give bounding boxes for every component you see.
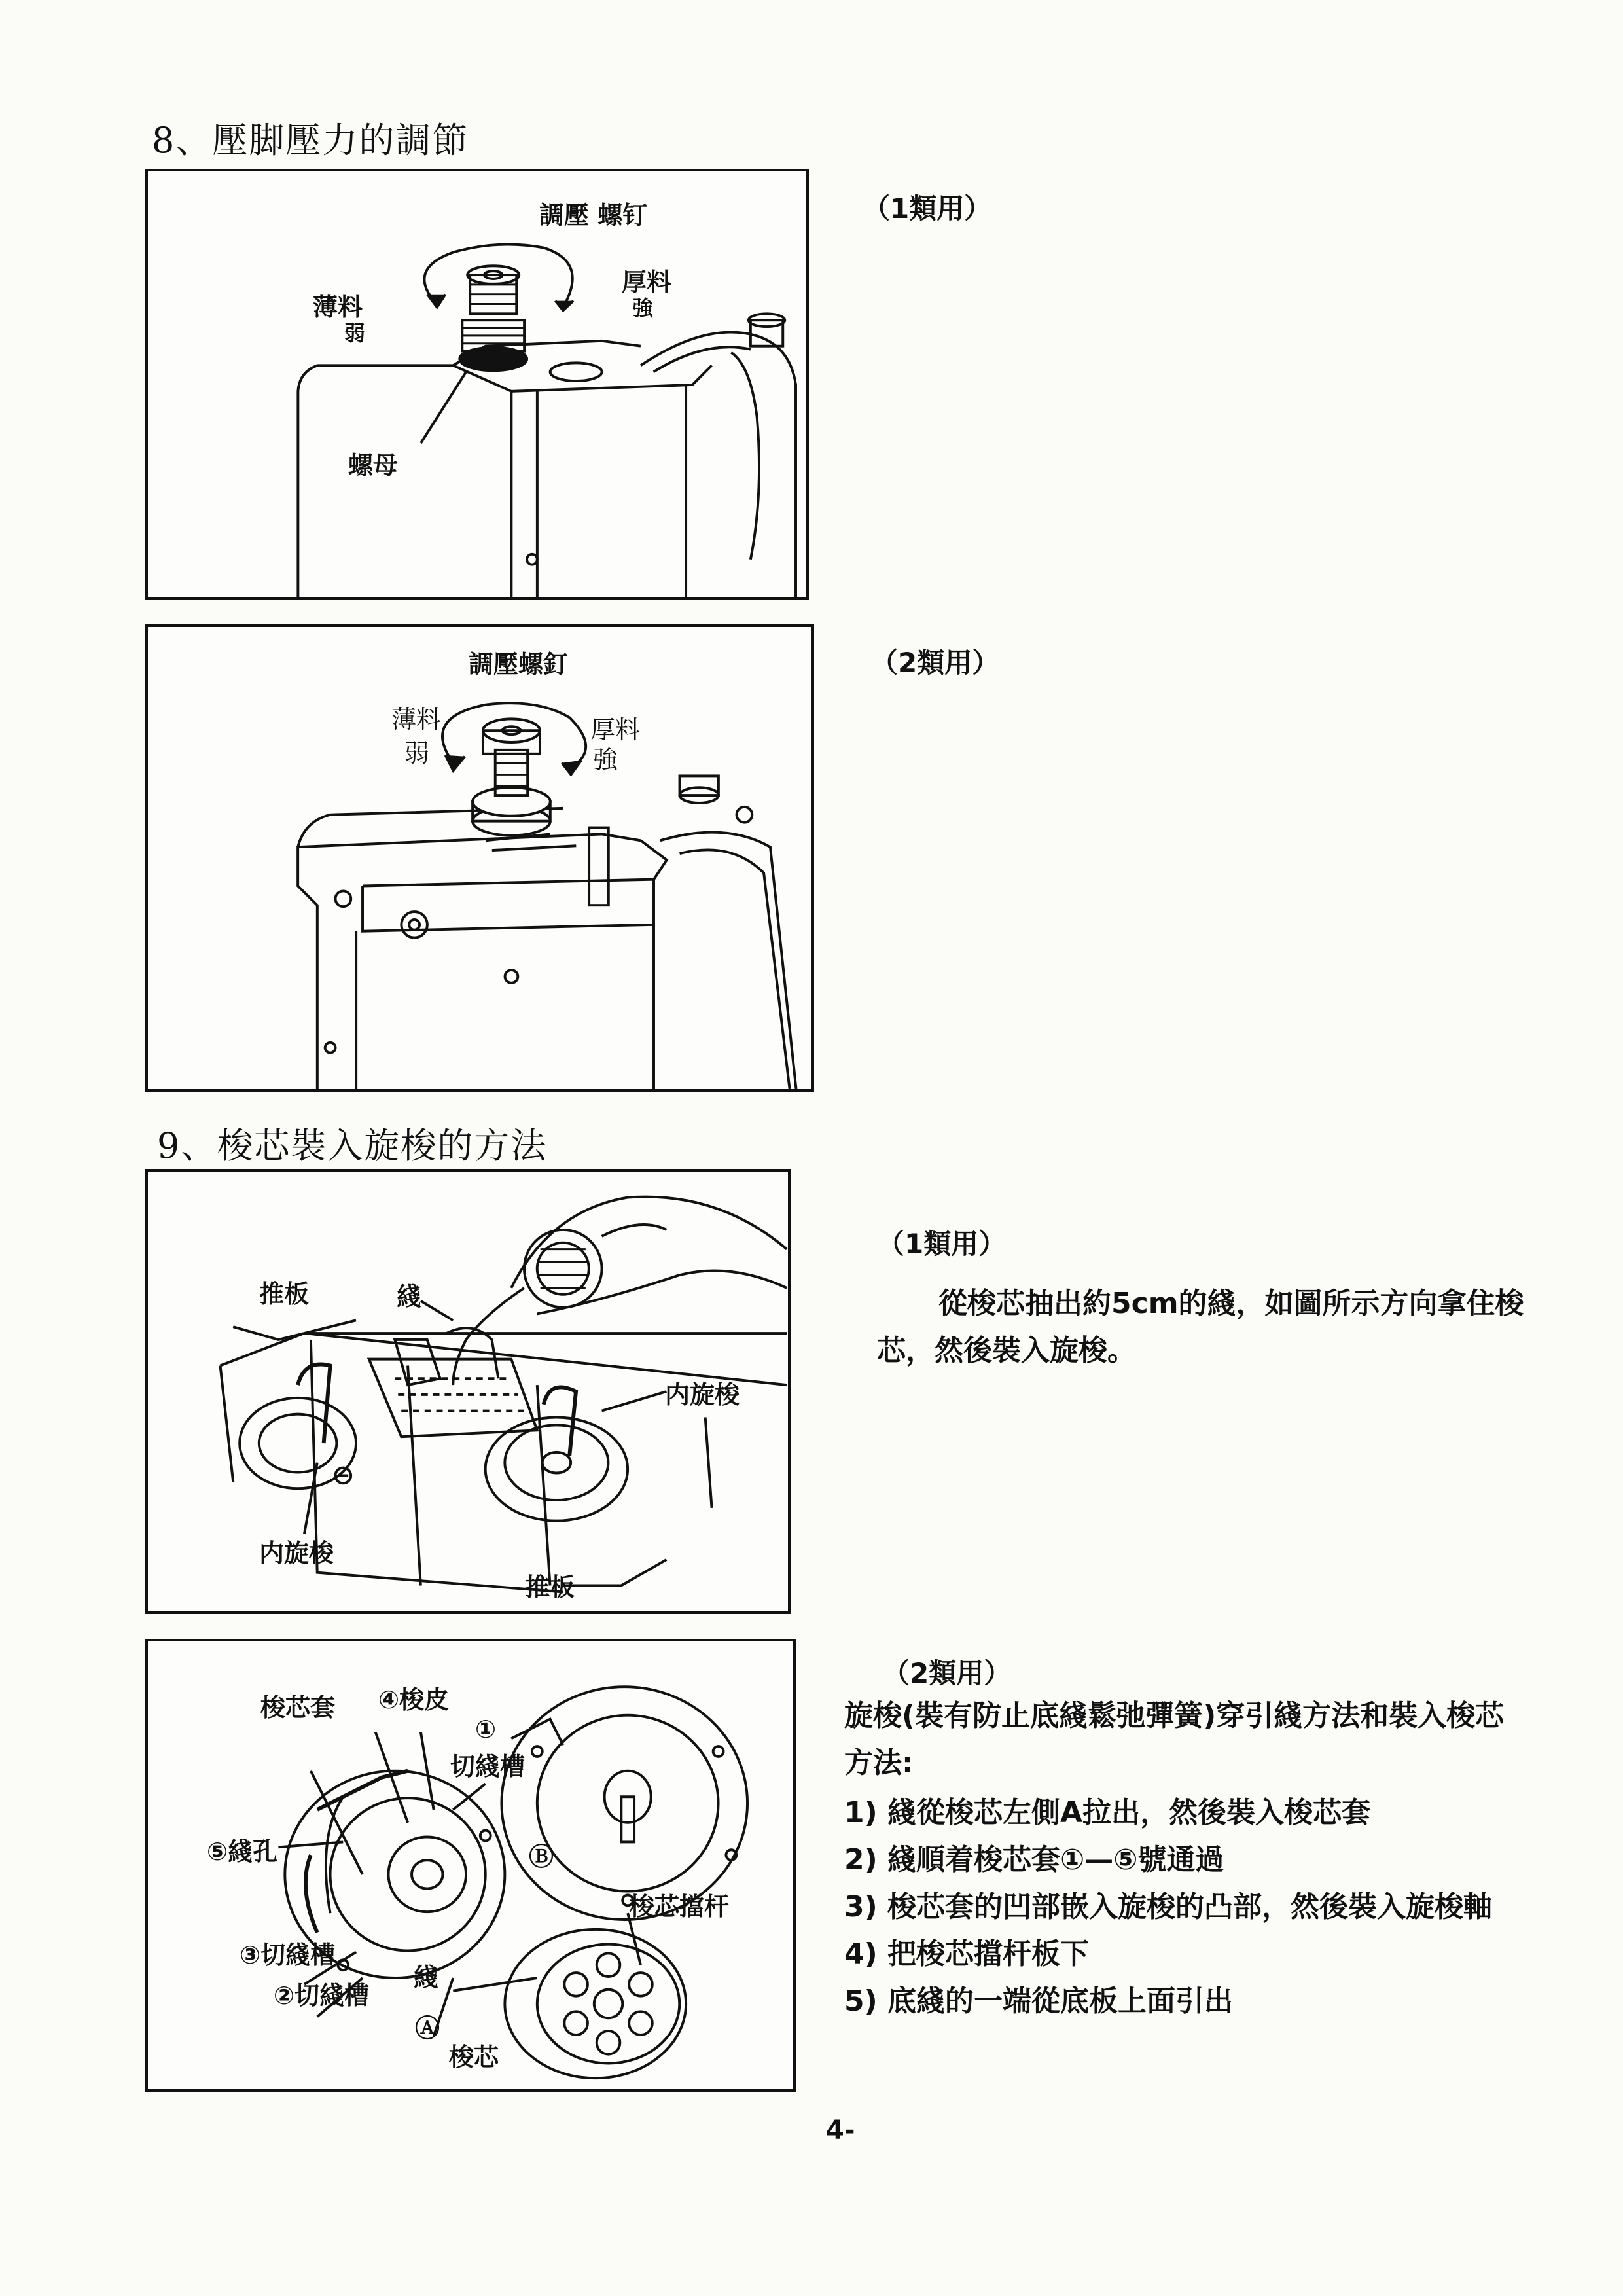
label-thick-material: 厚料: [622, 268, 672, 296]
label-weak: 弱: [344, 321, 366, 346]
steps-list: [844, 1789, 1525, 2025]
label-bobbin-case: 梭芯套: [260, 1693, 336, 1722]
text-9-1: 從梭芯抽出約5cm的綫，如圖所示方向拿住梭芯，然後裝入旋梭。: [877, 1287, 1524, 1367]
label-a-mark: Ⓐ: [415, 2014, 440, 2043]
label-inner-hook-right: 内旋梭: [665, 1380, 740, 1409]
label-push-plate-top: 推板: [259, 1280, 310, 1308]
label-strong: 強: [632, 296, 654, 321]
label-thin-material: 薄料: [313, 293, 363, 321]
page-number: 4-: [826, 2115, 855, 2145]
label-adjust-screw: 調壓 螺钉: [539, 201, 648, 230]
label-thick-material-2: 厚料: [590, 715, 641, 744]
label-strong-2: 強: [593, 745, 618, 774]
label-thread-2: 綫: [414, 1963, 439, 1992]
step-4: 4) 把梭芯擋杆板下: [844, 1937, 1090, 1971]
label-thin-material-2: 薄料: [391, 705, 442, 734]
label-hole5: ⑤綫孔: [207, 1837, 278, 1866]
label-inner-hook-left: 内旋梭: [259, 1539, 334, 1568]
label-thread: 綫: [397, 1282, 422, 1311]
presser-adjust-illustration-2: [148, 627, 812, 1089]
label-push-plate-bottom: 推板: [525, 1573, 575, 1602]
label-weak-2: 弱: [404, 739, 430, 768]
presser-adjust-illustration-1: [148, 171, 806, 597]
section-9-heading: 9、梭芯裝入旋梭的方法: [157, 1125, 548, 1166]
caption-9-1: （1類用）: [877, 1228, 1007, 1260]
label-slot1-num: ①: [475, 1715, 497, 1744]
caption-8-2: （2類用）: [870, 647, 1000, 679]
label-nut: 螺母: [348, 451, 399, 480]
label-b-mark: Ⓑ: [529, 1842, 554, 1871]
label-slot1: 切綫槽: [450, 1752, 526, 1781]
label-tension-spring: ④梭皮: [378, 1685, 450, 1714]
figure-9-1: [145, 1169, 791, 1614]
caption-9-2: （2類用）: [882, 1657, 1012, 1689]
section-8-heading: 8、壓脚壓力的調節: [152, 120, 469, 161]
intro-9-2: 旋梭(裝有防止底綫鬆弛彈簧)穿引綫方法和裝入梭芯方法:: [844, 1699, 1505, 1780]
label-slot3: ③切綫槽: [240, 1941, 336, 1969]
step-3: 3) 梭芯套的凹部嵌入旋梭的凸部，然後裝入旋梭軸: [844, 1890, 1493, 1924]
figure-8-2: [145, 624, 814, 1092]
step-1: 1) 綫從梭芯左側A拉出，然後裝入梭芯套: [844, 1796, 1371, 1829]
step-5: 5) 底綫的一端從底板上面引出: [844, 1984, 1234, 2018]
label-adjust-screw-2: 調壓螺釘: [469, 650, 569, 679]
label-bobbin-latch: 梭芯擋杆: [630, 1892, 730, 1921]
figure-9-2: [145, 1639, 796, 2092]
caption-8-1: （1類用）: [863, 192, 992, 224]
step-2: 2) 綫順着梭芯套①—⑤號通過: [844, 1843, 1224, 1876]
label-slot2: ②切綫槽: [274, 1981, 370, 2010]
figure-8-1: [145, 169, 809, 600]
label-bobbin: 梭芯: [449, 2043, 499, 2072]
